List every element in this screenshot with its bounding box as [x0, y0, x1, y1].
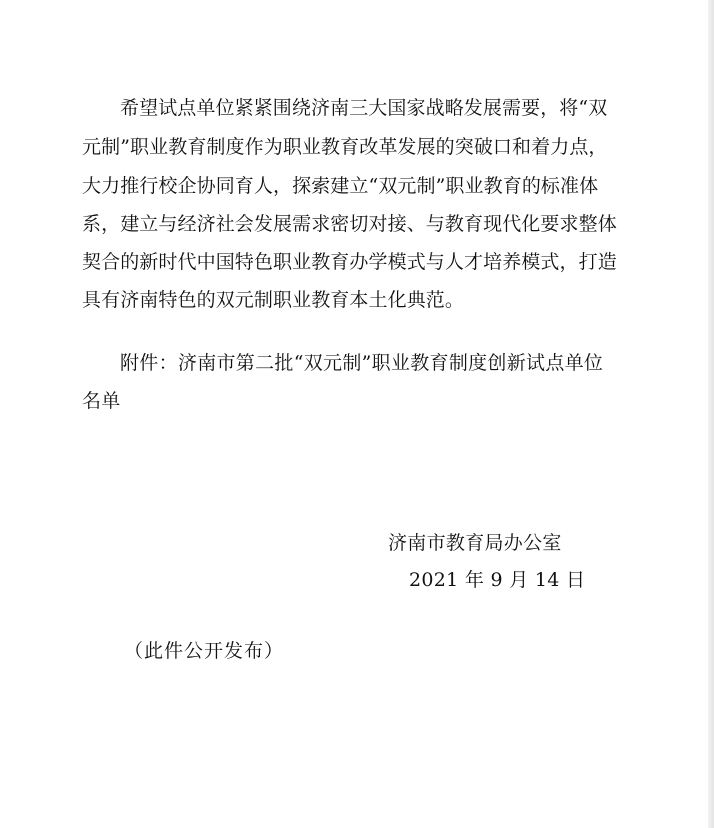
- page-edge-shadow: [708, 0, 714, 828]
- signature-organization: 济南市教育局办公室: [388, 532, 562, 554]
- attachment-line-2: 名单: [82, 390, 121, 412]
- body-paragraph-line-2: 元制”职业教育制度作为职业教育改革发展的突破口和着力点，: [82, 136, 608, 158]
- body-paragraph-line-6: 具有济南特色的双元制职业教育本土化典范。: [82, 289, 465, 311]
- disclosure-note: （此件公开发布）: [124, 640, 285, 662]
- body-paragraph-line-3: 大力推行校企协同育人，探索建立“双元制”职业教育的标准体: [82, 175, 599, 197]
- attachment-line-1: 附件：济南市第二批“双元制”职业教育制度创新试点单位: [120, 352, 604, 374]
- body-paragraph-line-1: 希望试点单位紧紧围绕济南三大国家战略发展需要，将“双: [120, 97, 608, 119]
- body-paragraph-line-4: 系，建立与经济社会发展需求密切对接、与教育现代化要求整体: [82, 213, 617, 235]
- signature-date: 2021 年 9 月 14 日: [409, 569, 586, 591]
- body-paragraph-line-5: 契合的新时代中国特色职业教育办学模式与人才培养模式，打造: [82, 251, 617, 273]
